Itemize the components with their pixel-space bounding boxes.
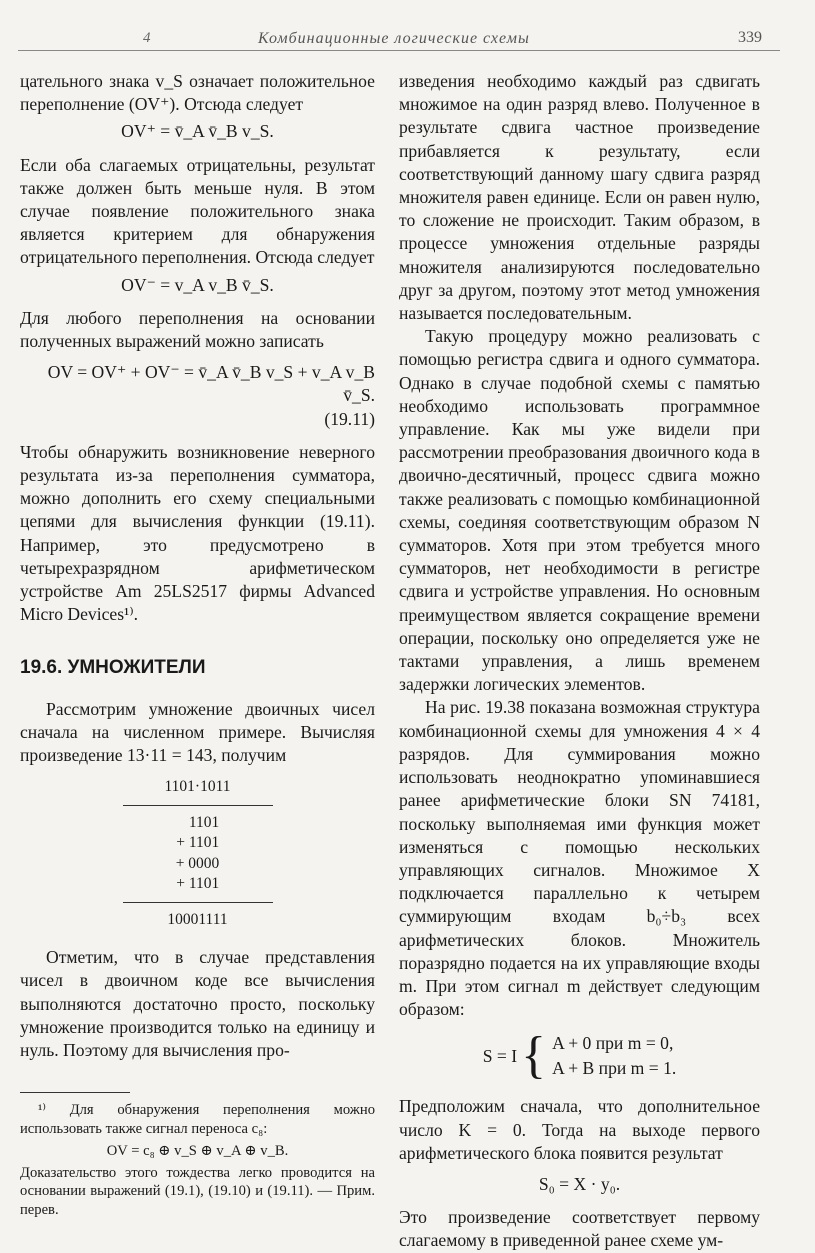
paragraph: цательного знака v_S означает положительное переполнение (OV⁺). Отсюда следует: [20, 71, 375, 115]
paragraph: Чтобы обнаружить возникновение неверного результата из-за переполнения сумматора, можно дополнить его схему специальными цепями для вычисления функции (19.11). Например, это предусмотрено в четырехразрядном арифметическом устройстве Am 25LS2517 фирмы Advanced Micro Devices¹⁾.: [20, 441, 375, 625]
paragraph: Это произведение соответствует первому слагаемому в приведенной ранее схеме ум-: [399, 1207, 760, 1251]
paragraph: Отметим, что в случае представления чисел в двоичном коде все вычисления выполняются достаточно просто, поскольку умножение производится только на единицу и нуль. Поэтому для вычисления про-: [20, 947, 375, 1061]
calc-rule: [123, 805, 273, 806]
case-line: A + 0 при m = 0,: [552, 1033, 674, 1054]
footnote-rule: [20, 1092, 130, 1093]
calc-row: + 1101: [176, 834, 220, 852]
page-number: 339: [738, 29, 762, 46]
calc-top: 1101·1011: [164, 778, 231, 796]
calc-row: + 1101: [176, 875, 220, 893]
paragraph: Если оба слагаемых отрицательны, результат также должен быть меньше нуля. В этом случае появление положительного знака является критерием для обнаружения отрицательного переполнения. Отсюда следует: [20, 154, 375, 268]
paragraph: изведения необходимо каждый раз сдвигать множимое на один разряд влево. Полученное в результате сдвига частное произведение прибавляется к результату, если соответствующий данному шагу сдвига разряд множителя равен единице. Если он равен нулю, то сложение не происходит. Таким образом, в процессе умножения отдельные разряды множителя анализируются последовательно друг за другом, поэтому этот метод умножения называется последовательным.: [399, 71, 760, 324]
header-mark: 4: [143, 30, 151, 46]
paragraph: Для любого переполнения на основании полученных выражений можно записать: [20, 307, 375, 352]
brace: {: [521, 1027, 547, 1085]
calc-row: + 0000: [175, 854, 220, 872]
footnote-equation: OV = c₈ ⊕ v_S ⊕ v_A ⊕ v_B.: [106, 1142, 289, 1159]
footnote-text: Доказательство этого тождества легко проводится на основании выражений (19.1), (19.10) и (19.11). — Прим. перев.: [20, 1165, 375, 1218]
case-equation: [399, 1027, 760, 1085]
paragraph: Предположим сначала, что дополнительное число K = 0. Тогда на выходе первого арифметического блока появится результат: [399, 1096, 760, 1163]
right-column: [399, 70, 760, 1253]
equation-ov-plus: OV⁺ = v̄_A v̄_B v_S.: [121, 121, 274, 142]
calc-rows: [176, 813, 220, 895]
footnote-text: ¹⁾ Для обнаружения переполнения можно использовать также сигнал переноса c₈:: [20, 1102, 375, 1137]
footnote: [20, 1101, 375, 1219]
calc-result: 10001111: [167, 910, 228, 928]
case-line: A + B при m = 1.: [552, 1058, 677, 1079]
multiplication-example: [20, 777, 375, 930]
paragraph: На рис. 19.38 показана возможная структура комбинационной схемы для умножения 4 × 4 разрядов. Для суммирования можно использовать неоднократно упоминавшиеся ранее арифметические блоки SN 74181, поскольку выполняемая ими функция может изменяться с помощью нескольких управляющих сигналов. Множимое X подключается параллельно к четырем суммирующим входам b₀÷b₃ всех арифметических блоков. Множитель поразрядно подается на их управляющие входы m. При этом сигнал m действует следующим образом:: [399, 697, 760, 1020]
header-rule: [18, 50, 780, 51]
equation-number: (19.11): [324, 408, 375, 429]
running-title: Комбинационные логические схемы: [258, 30, 530, 47]
equation-s0: S₀ = X · y₀.: [538, 1173, 621, 1194]
calc-rule: [123, 902, 273, 903]
equation-ov-minus: OV⁻ = v_A v_B v̄_S.: [121, 274, 274, 295]
case-lines: [552, 1031, 676, 1081]
calc-row: 1101: [188, 813, 220, 831]
paragraph: Такую процедуру можно реализовать с помощью регистра сдвига и одного сумматора. Однако в случае подобной схемы с памятью необходимо использовать программное управление. Как мы уже видели при рассмотрении преобразования двоичного кода в двоично-десятичный, процесс сдвига можно также реализовать с помощью комбинационной схемы, соединяя соответствующим образом N сумматоров. Хотя при этом требуется много сумматоров, нет необходимости в регистре сдвига и устройстве управления. Но основным преимуществом является сокращение времени операции, поскольку оно определяется уже не тактами управления, а лишь временем задержки логических элементов.: [399, 326, 760, 695]
paragraph: Рассмотрим умножение двоичных чисел сначала на численном примере. Вычисляя произведение 13·11 = 143, получим: [20, 698, 375, 766]
equation-ov: OV = OV⁺ + OV⁻ = v̄_A v̄_B v_S + v_A v_B v̄_S.: [47, 362, 375, 406]
left-column: [20, 70, 375, 1219]
section-heading: 19.6. УМНОЖИТЕЛИ: [20, 657, 206, 679]
case-lhs: S = I: [482, 1045, 518, 1066]
